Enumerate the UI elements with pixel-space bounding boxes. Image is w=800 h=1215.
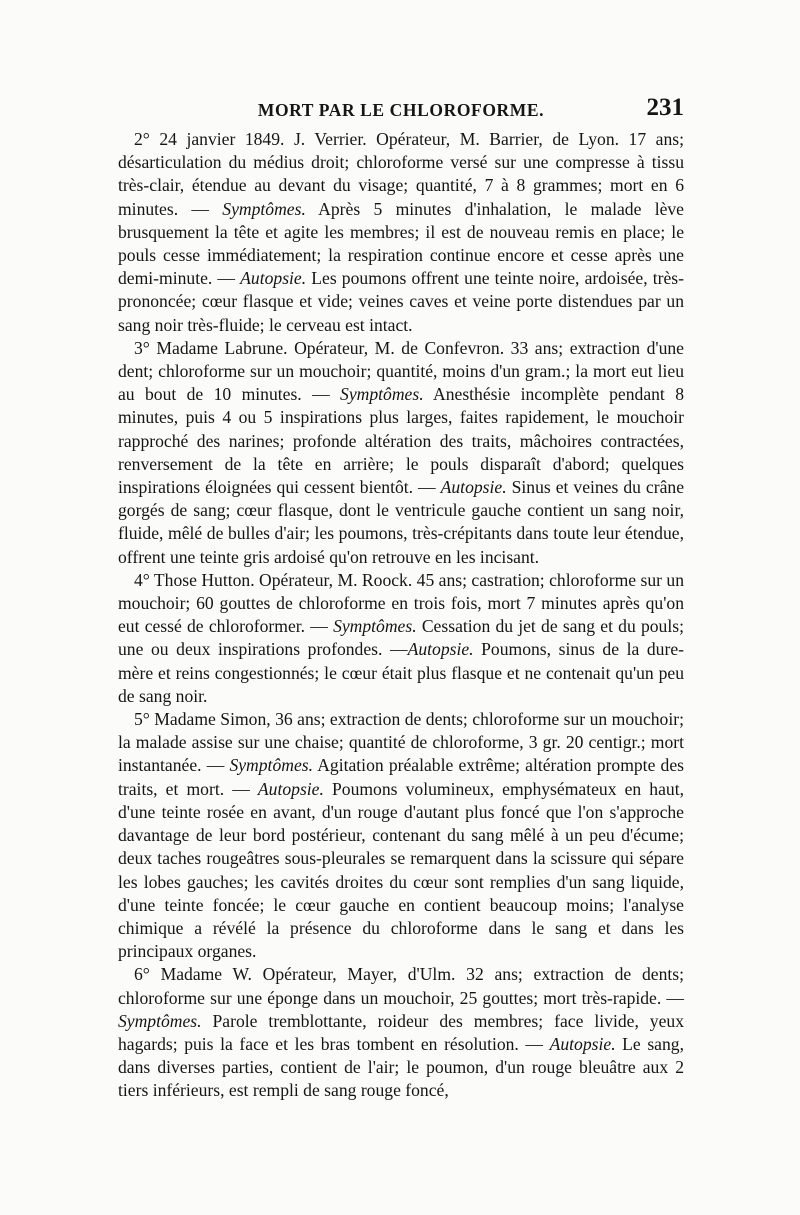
- case-paragraph-5: 5° Madame Simon, 36 ans; extraction de dents; chloroforme sur un mouchoir; la malade assise sur une chaise; quantité de chloroforme, 3 gr. 20 centigr.; mort instantanée. — Symptômes. Agitation préalable extrême; altération prompte des traits, et mort. — Autopsie. Poumons volumineux, emphysémateux en haut, d'une teinte rosée en avant, d'un rouge d'autant plus foncé que l'on s'approche davantage de leur bord postérieur, contenant du sang mêlé à un peu d'écume; deux taches rougeâtres sous-pleurales se remarquent dans la scissure qui sépare les lobes gauches; les cavités droites du cœur sont remplies d'un sang liquide, d'une teinte foncée; le cœur gauche en contient beaucoup moins; l'analyse chimique a révélé la présence du chloroforme dans le sang et dans les principaux organes.: [118, 709, 684, 962]
- case-paragraph-2: 2° 24 janvier 1849. J. Verrier. Opérateur, M. Barrier, de Lyon. 17 ans; désarticulation du médius droit; chloroforme versé sur une compresse à tissu très-clair, étendue au devant du visage; quantité, 7 à 8 grammes; mort en 6 minutes. — Symptômes. Après 5 minutes d'inhalation, le malade lève brusquement la tête et agite les membres; il est de nouveau remis en place; le pouls cesse immédiatement; la respiration continue encore et cesse après une demi-minute. — Autopsie. Les poumons offrent une teinte noire, ardoisée, très-prononcée; cœur flasque et vide; veines caves et veine porte distendues par un sang noir très-fluide; le cerveau est intact.: [118, 129, 684, 335]
- case-paragraph-4: 4° Those Hutton. Opérateur, M. Roock. 45 ans; castration; chloroforme sur un mouchoir; 60 gouttes de chloroforme en trois fois, mort 7 minutes après qu'on eut cessé de chloroformer. — Symptômes. Cessation du jet de sang et du pouls; une ou deux inspirations profondes. —Autopsie. Poumons, sinus de la dure-mère et reins congestionnés; le cœur était plus flasque et ne contenait qu'un peu de sang noir.: [118, 569, 685, 706]
- page-header: [118, 96, 684, 126]
- page-number: 231: [646, 94, 684, 121]
- body-text: [118, 128, 684, 1103]
- case-paragraph-3: 3° Madame Labrune. Opérateur, M. de Confevron. 33 ans; extraction d'une dent; chloroforme sur un mouchoir; quantité, moins d'un gram.; la mort eut lieu au bout de 10 minutes. — Symptômes. Anesthésie incomplète pendant 8 minutes, puis 4 ou 5 inspirations plus larges, faites rapidement, le mouchoir rapproché des narines; profonde altération des traits, mâchoires contractées, renversement de la tête en arrière; le pouls disparaît d'abord; quelques inspirations éloignées qui cessent bientôt. — Autopsie. Sinus et veines du crâne gorgés de sang; cœur flasque, dont le ventricule gauche contient un sang noir, fluide, mêlé de bulles d'air; les poumons, très-crépitants dans toute leur étendue, offrent une teinte gris ardoisé qu'on retrouve en les incisant.: [118, 337, 684, 567]
- running-title: MORT PAR LE CHLOROFORME.: [257, 100, 545, 120]
- case-paragraph-6: 6° Madame W. Opérateur, Mayer, d'Ulm. 32 ans; extraction de dents; chloroforme sur une éponge dans un mouchoir, 25 gouttes; mort très-rapide. — Symptômes. Parole tremblottante, roideur des membres; face livide, yeux hagards; puis la face et les bras tombent en résolution. — Autopsie. Le sang, dans diverses parties, contient de l'air; le poumon, d'un rouge bleuâtre aux 2 tiers inférieurs, est rempli de sang rouge foncé,: [118, 964, 684, 1101]
